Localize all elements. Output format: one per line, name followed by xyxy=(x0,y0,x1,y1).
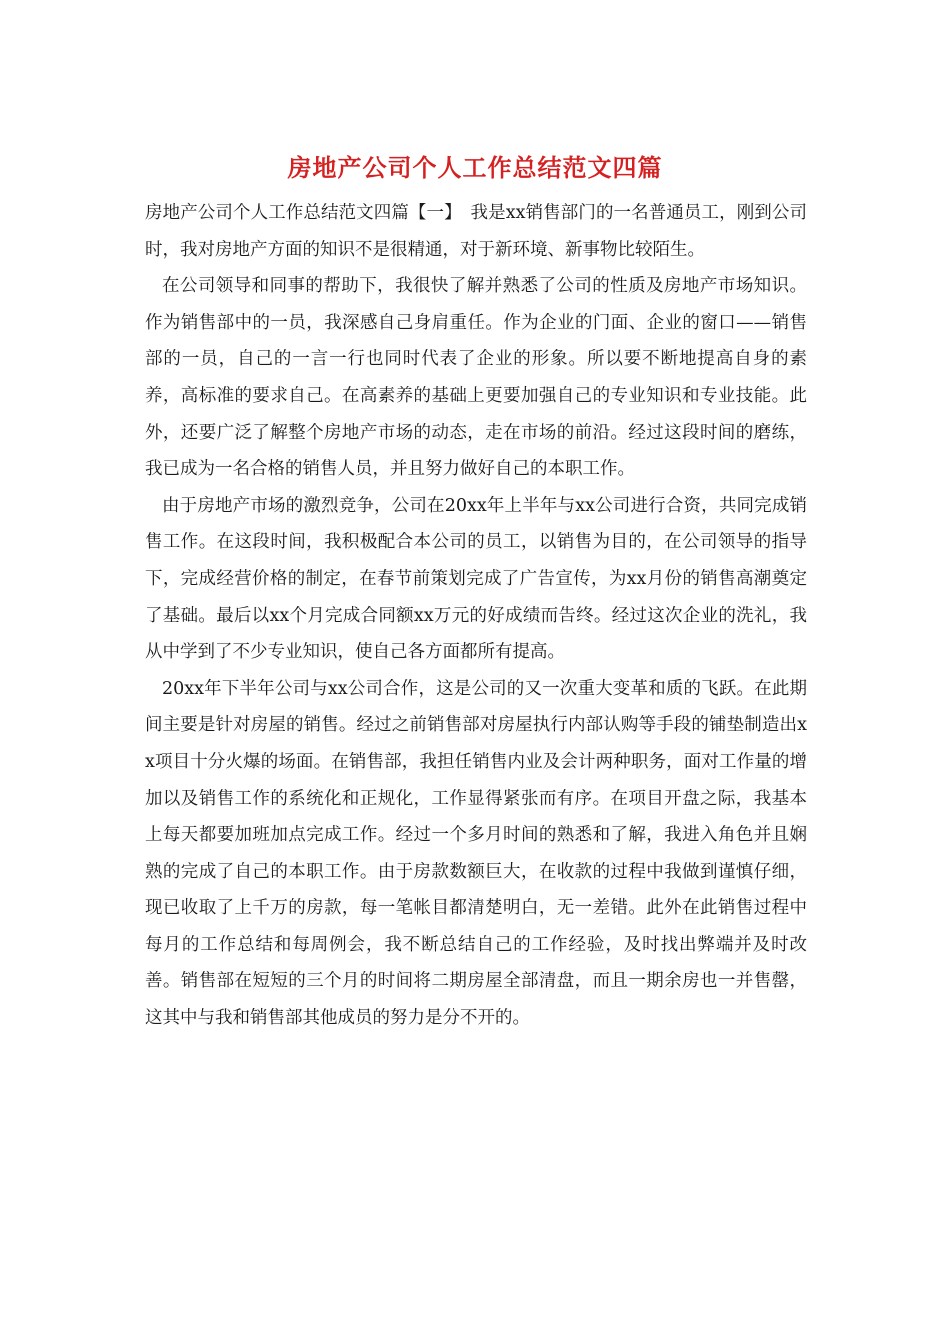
paragraph-4: 20xx年下半年公司与xx公司合作，这是公司的又一次重大变革和质的飞跃。在此期间主要是针对房屋的销售。经过之前销售部对房屋执行内部认购等手段的铺垫制造出xx项目十分火爆的场面。在销售部，我担任销售内业及会计两种职务，面对工作量的增加以及销售工作的系统化和正规化，工作显得紧张而有序。在项目开盘之际，我基本上每天都要加班加点完成工作。经过一个多月时间的熟悉和了解，我进入角色并且娴熟的完成了自己的本职工作。由于房款数额巨大，在收款的过程中我做到谨慎仔细，现已收取了上千万的房款，每一笔帐目都清楚明白，无一差错。此外在此销售过程中每月的工作总结和每周例会，我不断总结自己的工作经验，及时找出弊端并及时改善。销售部在短短的三个月的时间将二期房屋全部清盘，而且一期余房也一并售罄，这其中与我和销售部其他成员的努力是分不开的。 xyxy=(145,678,807,1029)
document-body xyxy=(145,195,807,1037)
document-title: 房地产公司个人工作总结范文四篇 xyxy=(287,153,663,182)
paragraph-1: 房地产公司个人工作总结范文四篇【一】 我是xx销售部门的一名普通员工，刚到公司时，我对房地产方面的知识不是很精通，对于新环境、新事物比较陌生。 xyxy=(145,203,807,260)
paragraph-2: 在公司领导和同事的帮助下，我很快了解并熟悉了公司的性质及房地产市场知识。作为销售部中的一员，我深感自己身肩重任。作为企业的门面、企业的窗口——销售部的一员，自己的一言一行也同时代表了企业的形象。所以要不断地提高自身的素养，高标准的要求自己。在高素养的基础上更要加强自己的专业知识和专业技能。此外，还要广泛了解整个房地产市场的动态，走在市场的前沿。经过这段时间的磨练，我已成为一名合格的销售人员，并且努力做好自己的本职工作。 xyxy=(145,276,807,480)
paragraph-3: 由于房地产市场的激烈竞争，公司在20xx年上半年与xx公司进行合资，共同完成销售工作。在这段时间，我积极配合本公司的员工，以销售为目的，在公司领导的指导下，完成经营价格的制定，在春节前策划完成了广告宣传，为xx月份的销售高潮奠定了基础。最后以xx个月完成合同额xx万元的好成绩而告终。经过这次企业的洗礼，我从中学到了不少专业知识，使自己各方面都所有提高。 xyxy=(145,495,807,663)
